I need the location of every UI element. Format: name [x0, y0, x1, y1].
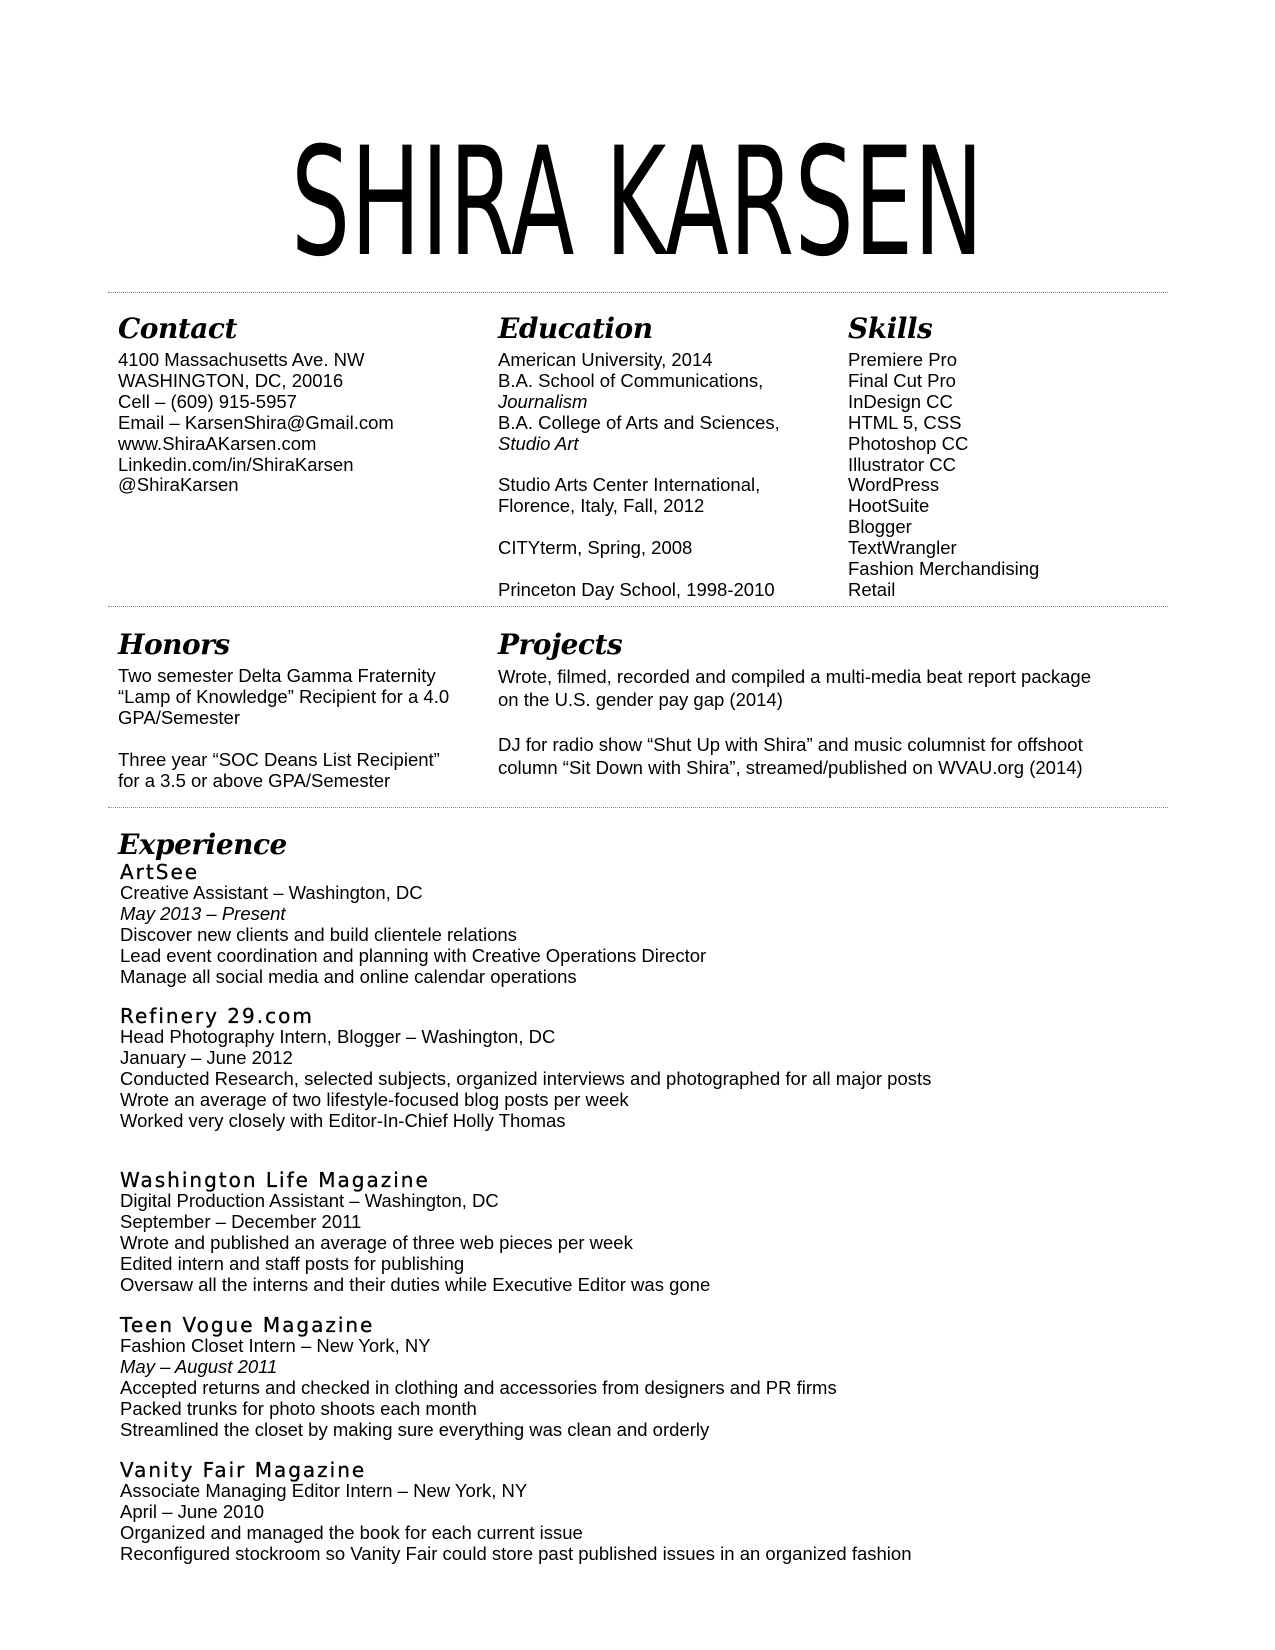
spacer [498, 455, 780, 476]
contact-section [118, 350, 394, 496]
contact-address: 4100 Massachusetts Ave. NW [118, 349, 365, 370]
honor-text: “Lamp of Knowledge” Recipient for a 4.0 [118, 685, 450, 707]
skill-item: Photoshop CC [848, 432, 969, 454]
contact-linkedin: Linkedin.com/in/ShiraKarsen [118, 453, 354, 475]
job-company: Vanity Fair Magazine [120, 1458, 367, 1482]
job-entry [120, 1460, 911, 1565]
job-company: Refinery 29.com [120, 1004, 314, 1028]
spacer [498, 517, 780, 538]
divider [108, 606, 1168, 607]
job-entry [120, 1006, 931, 1132]
resume-name: SHIRA KARSEN [291, 116, 984, 290]
job-role: Associate Managing Editor Intern – New York, NY [120, 1480, 528, 1501]
skill-item: Retail [848, 578, 896, 600]
education-school: Princeton Day School, 1998-2010 [498, 578, 775, 600]
job-bullet: Lead event coordination and planning with Creative Operations Director [120, 944, 707, 966]
job-bullet: Discover new clients and build clientele relations [120, 923, 517, 945]
job-bullet: Oversaw all the interns and their duties while Executive Editor was gone [120, 1273, 711, 1295]
skill-item: Blogger [848, 516, 912, 538]
job-entry [120, 1170, 710, 1296]
job-bullet: Worked very closely with Editor-In-Chief Holly Thomas [120, 1109, 566, 1131]
job-bullet: Wrote an average of two lifestyle-focused blog posts per week [120, 1088, 629, 1110]
education-major: Journalism [498, 390, 588, 412]
contact-website: www.ShiraAKarsen.com [118, 432, 317, 454]
skill-item: Fashion Merchandising [848, 558, 1040, 580]
job-entry [120, 1315, 837, 1441]
education-school: American University, 2014 [498, 349, 713, 370]
honors-section [118, 666, 449, 791]
education-program: Studio Arts Center International, [498, 474, 761, 496]
divider [108, 292, 1168, 293]
skills-section [848, 350, 1039, 601]
honors-heading: Honors [118, 628, 230, 661]
job-company: Washington Life Magazine [120, 1168, 430, 1192]
education-section [498, 350, 780, 601]
contact-handle: @ShiraKarsen [118, 474, 239, 496]
project-text: Wrote, filmed, recorded and compiled a multi-media beat report package [498, 666, 1091, 687]
job-role: Creative Assistant – Washington, DC [120, 882, 423, 903]
skill-item: InDesign CC [848, 390, 953, 412]
spacer [118, 729, 449, 750]
job-role: Digital Production Assistant – Washington, DC [120, 1190, 499, 1211]
job-bullet: Accepted returns and checked in clothing and accessories from designers and PR firms [120, 1376, 837, 1398]
honor-text: Two semester Delta Gamma Fraternity [118, 665, 436, 686]
job-bullet: Manage all social media and online calendar operations [120, 965, 577, 987]
skill-item: WordPress [848, 474, 940, 496]
job-role: Head Photography Intern, Blogger – Washington, DC [120, 1026, 556, 1047]
education-major: Studio Art [498, 432, 579, 454]
honor-text: GPA/Semester [118, 706, 241, 728]
job-bullet: Conducted Research, selected subjects, organized interviews and photographed for all major posts [120, 1067, 932, 1089]
education-degree: B.A. College of Arts and Sciences, [498, 411, 780, 433]
project-text: column “Sit Down with Shira”, streamed/published on WVAU.org (2014) [498, 757, 1083, 779]
job-company: ArtSee [120, 860, 200, 884]
spacer [498, 559, 780, 580]
job-dates: May 2013 – Present [120, 902, 286, 924]
experience-heading: Experience [118, 828, 287, 861]
job-bullet: Reconfigured stockroom so Vanity Fair could store past published issues in an organized fashion [120, 1542, 912, 1564]
honor-text: for a 3.5 or above GPA/Semester [118, 769, 391, 791]
skill-item: Final Cut Pro [848, 369, 956, 391]
job-company: Teen Vogue Magazine [120, 1313, 375, 1337]
projects-section [498, 666, 1091, 780]
spacer [498, 712, 1091, 735]
education-program: CITYterm, Spring, 2008 [498, 537, 693, 559]
job-bullet: Organized and managed the book for each current issue [120, 1521, 583, 1543]
projects-heading: Projects [498, 628, 623, 661]
contact-email: Email – KarsenShira@Gmail.com [118, 411, 394, 433]
skill-item: HootSuite [848, 495, 930, 517]
divider [108, 807, 1168, 808]
job-dates: January – June 2012 [120, 1046, 293, 1068]
skill-item: HTML 5, CSS [848, 411, 962, 433]
education-program-detail: Florence, Italy, Fall, 2012 [498, 495, 705, 517]
skills-heading: Skills [848, 312, 933, 345]
project-text: DJ for radio show “Shut Up with Shira” and music columnist for offshoot [498, 734, 1083, 756]
contact-cell: Cell – (609) 915-5957 [118, 390, 297, 412]
job-bullet: Streamlined the closet by making sure everything was clean and orderly [120, 1418, 710, 1440]
skill-item: Illustrator CC [848, 453, 956, 475]
job-dates: April – June 2010 [120, 1500, 264, 1522]
job-bullet: Edited intern and staff posts for publishing [120, 1252, 465, 1274]
honor-text: Three year “SOC Deans List Recipient” [118, 748, 440, 770]
skill-item: Premiere Pro [848, 349, 957, 370]
education-degree: B.A. School of Communications, [498, 369, 764, 391]
contact-city: WASHINGTON, DC, 20016 [118, 369, 344, 391]
job-role: Fashion Closet Intern – New York, NY [120, 1335, 431, 1356]
job-entry [120, 862, 706, 988]
project-text: on the U.S. gender pay gap (2014) [498, 688, 783, 710]
contact-heading: Contact [118, 312, 237, 345]
education-heading: Education [498, 312, 653, 345]
skill-item: TextWrangler [848, 537, 957, 559]
job-bullet: Wrote and published an average of three web pieces per week [120, 1231, 633, 1253]
job-bullet: Packed trunks for photo shoots each month [120, 1397, 477, 1419]
job-dates: September – December 2011 [120, 1210, 362, 1232]
job-dates: May – August 2011 [120, 1355, 278, 1377]
